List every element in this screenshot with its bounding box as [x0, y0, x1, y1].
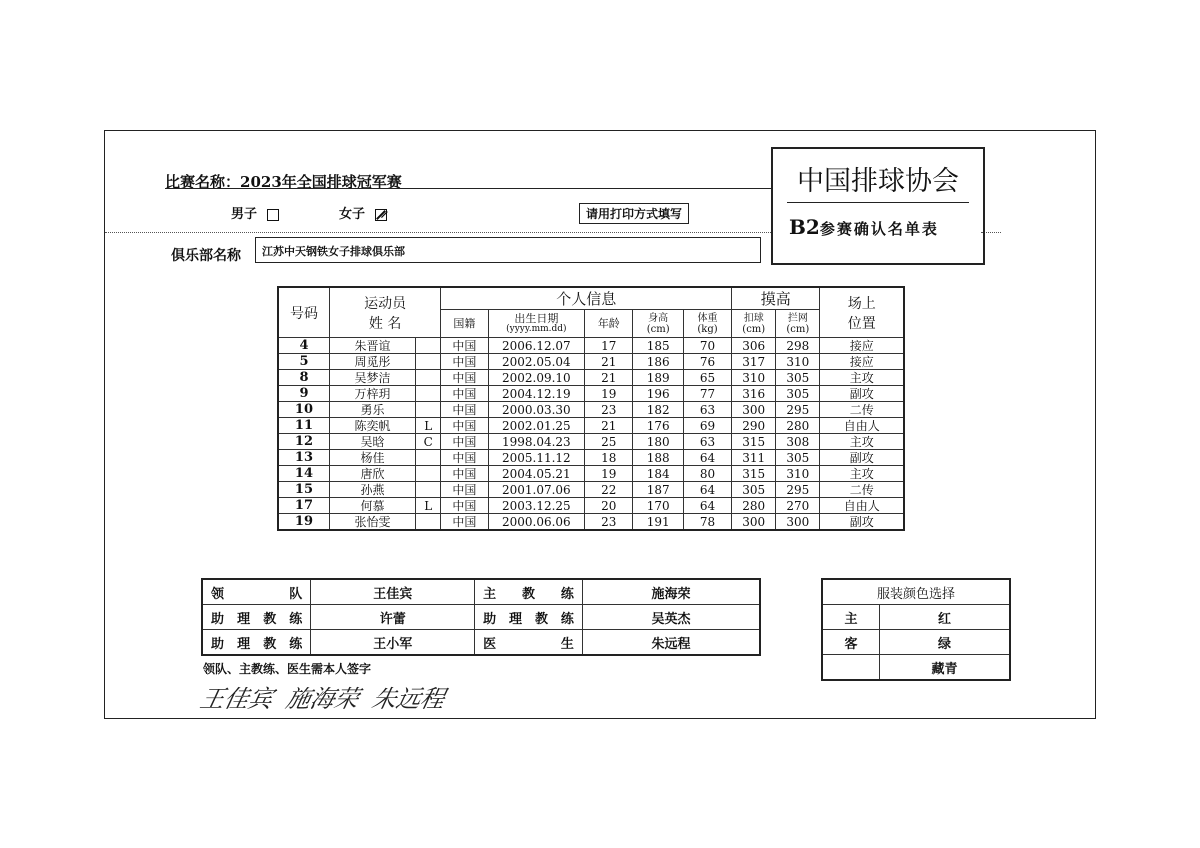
header-personal-info: 个人信息: [441, 287, 732, 310]
form-code: B2: [789, 215, 820, 239]
header-block-unit: (cm): [786, 323, 810, 335]
third-label: [822, 655, 879, 681]
cell-block-reach[interactable]: 305: [776, 386, 820, 402]
header-weight-unit: (kg): [697, 323, 718, 335]
header-athlete-line2: 姓 名: [368, 315, 402, 332]
cell-block-reach[interactable]: 270: [776, 498, 820, 514]
cell-name[interactable]: 陈奕帆: [329, 418, 415, 434]
cell-role[interactable]: L: [416, 418, 441, 434]
cell-number[interactable]: 4: [278, 338, 329, 354]
cell-role[interactable]: [416, 338, 441, 354]
cell-age[interactable]: 23: [585, 514, 633, 531]
header-position-line1: 场上: [847, 295, 876, 312]
header-height: [633, 310, 683, 338]
cell-nationality[interactable]: 中国: [441, 418, 488, 434]
cell-height[interactable]: 170: [633, 498, 683, 514]
cell-name[interactable]: 勇乐: [329, 402, 415, 418]
form-title-line: [789, 215, 939, 239]
cell-block-reach[interactable]: 308: [776, 434, 820, 450]
away-color[interactable]: 绿: [879, 630, 1010, 655]
cell-weight[interactable]: 70: [683, 338, 731, 354]
cell-spike-reach[interactable]: 290: [732, 418, 776, 434]
gender-male: [231, 203, 279, 222]
cell-position[interactable]: 主攻: [820, 466, 904, 482]
dotted-divider-left: [105, 232, 771, 233]
cell-birth-date[interactable]: 2004.05.21: [488, 466, 585, 482]
cell-block-reach[interactable]: 310: [776, 466, 820, 482]
cell-position[interactable]: 副攻: [820, 514, 904, 531]
cell-spike-reach[interactable]: 306: [732, 338, 776, 354]
cell-role[interactable]: [416, 450, 441, 466]
roster-table: [277, 286, 905, 531]
header-block: [776, 310, 820, 338]
header-block-label: 拦网: [787, 312, 808, 324]
male-label: 男子: [231, 207, 258, 222]
cell-nationality[interactable]: 中国: [441, 514, 488, 531]
header-number: 号码: [278, 287, 329, 338]
cell-spike-reach[interactable]: 300: [732, 402, 776, 418]
cell-role[interactable]: [416, 370, 441, 386]
cell-height[interactable]: 189: [633, 370, 683, 386]
header-position-line2: 位置: [847, 315, 876, 332]
cell-position[interactable]: 副攻: [820, 386, 904, 402]
cell-number[interactable]: 15: [278, 482, 329, 498]
cell-spike-reach[interactable]: 300: [732, 514, 776, 531]
cell-weight[interactable]: 63: [683, 434, 731, 450]
header-nationality: 国籍: [441, 310, 488, 338]
cell-age[interactable]: 19: [585, 386, 633, 402]
signature-note: 领队、主教练、医生需本人签字: [203, 662, 372, 676]
header-height-label: 身高: [648, 312, 669, 324]
cell-weight[interactable]: 76: [683, 354, 731, 370]
doctor-value[interactable]: 朱远程: [582, 630, 760, 656]
cell-position[interactable]: 自由人: [820, 418, 904, 434]
cell-nationality[interactable]: 中国: [441, 434, 488, 450]
cell-name[interactable]: 孙燕: [329, 482, 415, 498]
header-birth-date: [488, 310, 585, 338]
cell-birth-date[interactable]: 2003.12.25: [488, 498, 585, 514]
cell-nationality[interactable]: 中国: [441, 450, 488, 466]
cell-height[interactable]: 180: [633, 434, 683, 450]
home-color[interactable]: 红: [879, 605, 1010, 630]
cell-block-reach[interactable]: 305: [776, 450, 820, 466]
handwritten-signatures[interactable]: [197, 679, 448, 714]
cell-birth-date[interactable]: 2004.12.19: [488, 386, 585, 402]
roster-row: [278, 402, 904, 418]
cell-position[interactable]: 二传: [820, 402, 904, 418]
cell-name[interactable]: 唐欣: [329, 466, 415, 482]
cell-name[interactable]: 朱晋谊: [329, 338, 415, 354]
away-label: 客: [822, 630, 879, 655]
asst-coach-value-2[interactable]: 王小军: [311, 630, 475, 656]
cell-block-reach[interactable]: 310: [776, 354, 820, 370]
header-spike-label: 扣球: [743, 312, 764, 324]
cell-role[interactable]: L: [416, 498, 441, 514]
cell-block-reach[interactable]: 305: [776, 370, 820, 386]
cell-nationality[interactable]: 中国: [441, 498, 488, 514]
cell-nationality[interactable]: 中国: [441, 354, 488, 370]
cell-number[interactable]: 12: [278, 434, 329, 450]
asst-coach-value-1[interactable]: 许蕾: [311, 605, 475, 630]
cell-name[interactable]: 吴梦洁: [329, 370, 415, 386]
cell-name[interactable]: 周觅彤: [329, 354, 415, 370]
uniform-title: 服装颜色选择: [822, 579, 1010, 605]
header-athlete-line1: 运动员: [364, 295, 407, 312]
third-color[interactable]: 藏青: [879, 655, 1010, 681]
cell-name[interactable]: 何慕: [329, 498, 415, 514]
competition-underline: [165, 188, 771, 189]
cell-weight[interactable]: 77: [683, 386, 731, 402]
cell-number[interactable]: 5: [278, 354, 329, 370]
asst-coach-label-3: 助理教练: [475, 605, 583, 630]
header-spike-unit: (cm): [742, 323, 766, 335]
cell-birth-date[interactable]: 2002.01.25: [488, 418, 585, 434]
header-birth-date-label: 出生日期: [514, 311, 559, 325]
cell-birth-date[interactable]: 1998.04.23: [488, 434, 585, 450]
org-name: 中国排球协会: [797, 166, 959, 197]
club-label: 俱乐部名称: [171, 248, 241, 264]
cell-position[interactable]: 主攻: [820, 434, 904, 450]
cell-height[interactable]: 187: [633, 482, 683, 498]
cell-block-reach[interactable]: 295: [776, 482, 820, 498]
cell-spike-reach[interactable]: 316: [732, 386, 776, 402]
cell-block-reach[interactable]: 295: [776, 402, 820, 418]
signature-leader: 王佳宾: [197, 685, 276, 713]
cell-age[interactable]: 21: [585, 354, 633, 370]
cell-role[interactable]: [416, 466, 441, 482]
roster-row: [278, 386, 904, 402]
cell-spike-reach[interactable]: 310: [732, 370, 776, 386]
cell-role[interactable]: C: [416, 434, 441, 450]
cell-weight[interactable]: 65: [683, 370, 731, 386]
staff-table: [201, 578, 761, 656]
female-checkbox[interactable]: [375, 209, 387, 221]
cell-nationality[interactable]: 中国: [441, 402, 488, 418]
cell-age[interactable]: 25: [585, 434, 633, 450]
cell-name[interactable]: 万梓玥: [329, 386, 415, 402]
cell-spike-reach[interactable]: 305: [732, 482, 776, 498]
cell-role[interactable]: [416, 514, 441, 531]
gender-female: [339, 203, 387, 222]
signature-doctor: 朱远程: [369, 685, 448, 713]
roster-row: [278, 338, 904, 354]
cell-number[interactable]: 17: [278, 498, 329, 514]
roster-row: [278, 482, 904, 498]
cell-height[interactable]: 191: [633, 514, 683, 531]
doctor-label: 医生: [475, 630, 583, 656]
cell-block-reach[interactable]: 298: [776, 338, 820, 354]
cell-name[interactable]: 杨佳: [329, 450, 415, 466]
head-coach-value[interactable]: 施海荣: [582, 579, 760, 605]
cell-number[interactable]: 9: [278, 386, 329, 402]
cell-birth-date[interactable]: 2006.12.07: [488, 338, 585, 354]
cell-age[interactable]: 17: [585, 338, 633, 354]
cell-age[interactable]: 18: [585, 450, 633, 466]
cell-weight[interactable]: 63: [683, 402, 731, 418]
roster-row: [278, 370, 904, 386]
club-name: 江苏中天钢铁女子排球俱乐部: [262, 245, 405, 258]
cell-nationality[interactable]: 中国: [441, 466, 488, 482]
cell-number[interactable]: 11: [278, 418, 329, 434]
cell-birth-date[interactable]: 2002.09.10: [488, 370, 585, 386]
header-weight: [683, 310, 731, 338]
cell-weight[interactable]: 80: [683, 466, 731, 482]
cell-birth-date[interactable]: 2001.07.06: [488, 482, 585, 498]
cell-birth-date[interactable]: 2000.06.06: [488, 514, 585, 531]
club-field[interactable]: [255, 237, 761, 263]
cell-position[interactable]: 主攻: [820, 370, 904, 386]
cell-age[interactable]: 20: [585, 498, 633, 514]
cell-birth-date[interactable]: 2002.05.04: [488, 354, 585, 370]
header-reach: 摸高: [732, 287, 820, 310]
cell-number[interactable]: 8: [278, 370, 329, 386]
roster-row: [278, 514, 904, 531]
cell-birth-date[interactable]: 2005.11.12: [488, 450, 585, 466]
org-divider: [787, 202, 969, 203]
cell-role[interactable]: [416, 354, 441, 370]
cell-nationality[interactable]: 中国: [441, 386, 488, 402]
org-box: [771, 147, 985, 265]
print-notice-box: 请用打印方式填写: [579, 203, 689, 224]
cell-height[interactable]: 185: [633, 338, 683, 354]
header-position: [820, 287, 904, 338]
cell-age[interactable]: 21: [585, 370, 633, 386]
asst-coach-value-3[interactable]: 吴英杰: [582, 605, 760, 630]
cell-role[interactable]: [416, 402, 441, 418]
cell-number[interactable]: 10: [278, 402, 329, 418]
roster-row: [278, 450, 904, 466]
competition-label: 比赛名称：: [165, 173, 241, 191]
cell-number[interactable]: 14: [278, 466, 329, 482]
cell-height[interactable]: 186: [633, 354, 683, 370]
leader-label: 领队: [202, 579, 311, 605]
cell-position[interactable]: 接应: [820, 338, 904, 354]
roster-row: [278, 498, 904, 514]
header-birth-date-format: (yyyy.mm.dd): [506, 323, 567, 334]
header-weight-label: 体重: [697, 312, 718, 324]
form-title: 参赛确认名单表: [819, 220, 939, 238]
roster-row: [278, 418, 904, 434]
roster-body: [278, 338, 904, 531]
cell-age[interactable]: 19: [585, 466, 633, 482]
header-age: 年龄: [585, 310, 633, 338]
head-coach-label: 主教练: [475, 579, 583, 605]
female-label: 女子: [339, 207, 366, 222]
header-height-unit: (cm): [646, 323, 670, 335]
uniform-color-table: [821, 578, 1011, 681]
cell-weight[interactable]: 64: [683, 482, 731, 498]
cell-role[interactable]: [416, 386, 441, 402]
cell-age[interactable]: 21: [585, 418, 633, 434]
cell-height[interactable]: 184: [633, 466, 683, 482]
cell-name[interactable]: 张怡雯: [329, 514, 415, 531]
asst-coach-label-2: 助理教练: [202, 630, 311, 656]
roster-row: [278, 466, 904, 482]
cell-height[interactable]: 188: [633, 450, 683, 466]
registration-form-sheet: [104, 130, 1096, 719]
cell-spike-reach[interactable]: 311: [732, 450, 776, 466]
cell-age[interactable]: 23: [585, 402, 633, 418]
cell-spike-reach[interactable]: 315: [732, 466, 776, 482]
cell-nationality[interactable]: 中国: [441, 370, 488, 386]
header-athlete: [329, 287, 440, 338]
cell-height[interactable]: 196: [633, 386, 683, 402]
signature-head-coach: 施海荣: [283, 685, 362, 713]
cell-nationality[interactable]: 中国: [441, 482, 488, 498]
cell-position[interactable]: 二传: [820, 482, 904, 498]
cell-role[interactable]: [416, 482, 441, 498]
cell-number[interactable]: 13: [278, 450, 329, 466]
cell-nationality[interactable]: 中国: [441, 338, 488, 354]
cell-block-reach[interactable]: 280: [776, 418, 820, 434]
cell-block-reach[interactable]: 300: [776, 514, 820, 531]
cell-spike-reach[interactable]: 315: [732, 434, 776, 450]
roster-row: [278, 354, 904, 370]
cell-age[interactable]: 22: [585, 482, 633, 498]
cell-weight[interactable]: 64: [683, 498, 731, 514]
leader-value[interactable]: 王佳宾: [311, 579, 475, 605]
cell-spike-reach[interactable]: 317: [732, 354, 776, 370]
cell-name[interactable]: 吴晗: [329, 434, 415, 450]
cell-weight[interactable]: 64: [683, 450, 731, 466]
cell-height[interactable]: 182: [633, 402, 683, 418]
cell-spike-reach[interactable]: 280: [732, 498, 776, 514]
cell-weight[interactable]: 78: [683, 514, 731, 531]
cell-number[interactable]: 19: [278, 514, 329, 531]
cell-birth-date[interactable]: 2000.03.30: [488, 402, 585, 418]
header-spike: [732, 310, 776, 338]
cell-position[interactable]: 接应: [820, 354, 904, 370]
home-label: 主: [822, 605, 879, 630]
cell-weight[interactable]: 69: [683, 418, 731, 434]
roster-row: [278, 434, 904, 450]
cell-position[interactable]: 副攻: [820, 450, 904, 466]
asst-coach-label-1: 助理教练: [202, 605, 311, 630]
cell-position[interactable]: 自由人: [820, 498, 904, 514]
male-checkbox[interactable]: [267, 209, 279, 221]
competition-name: 2023年全国排球冠军赛: [240, 173, 402, 191]
cell-height[interactable]: 176: [633, 418, 683, 434]
